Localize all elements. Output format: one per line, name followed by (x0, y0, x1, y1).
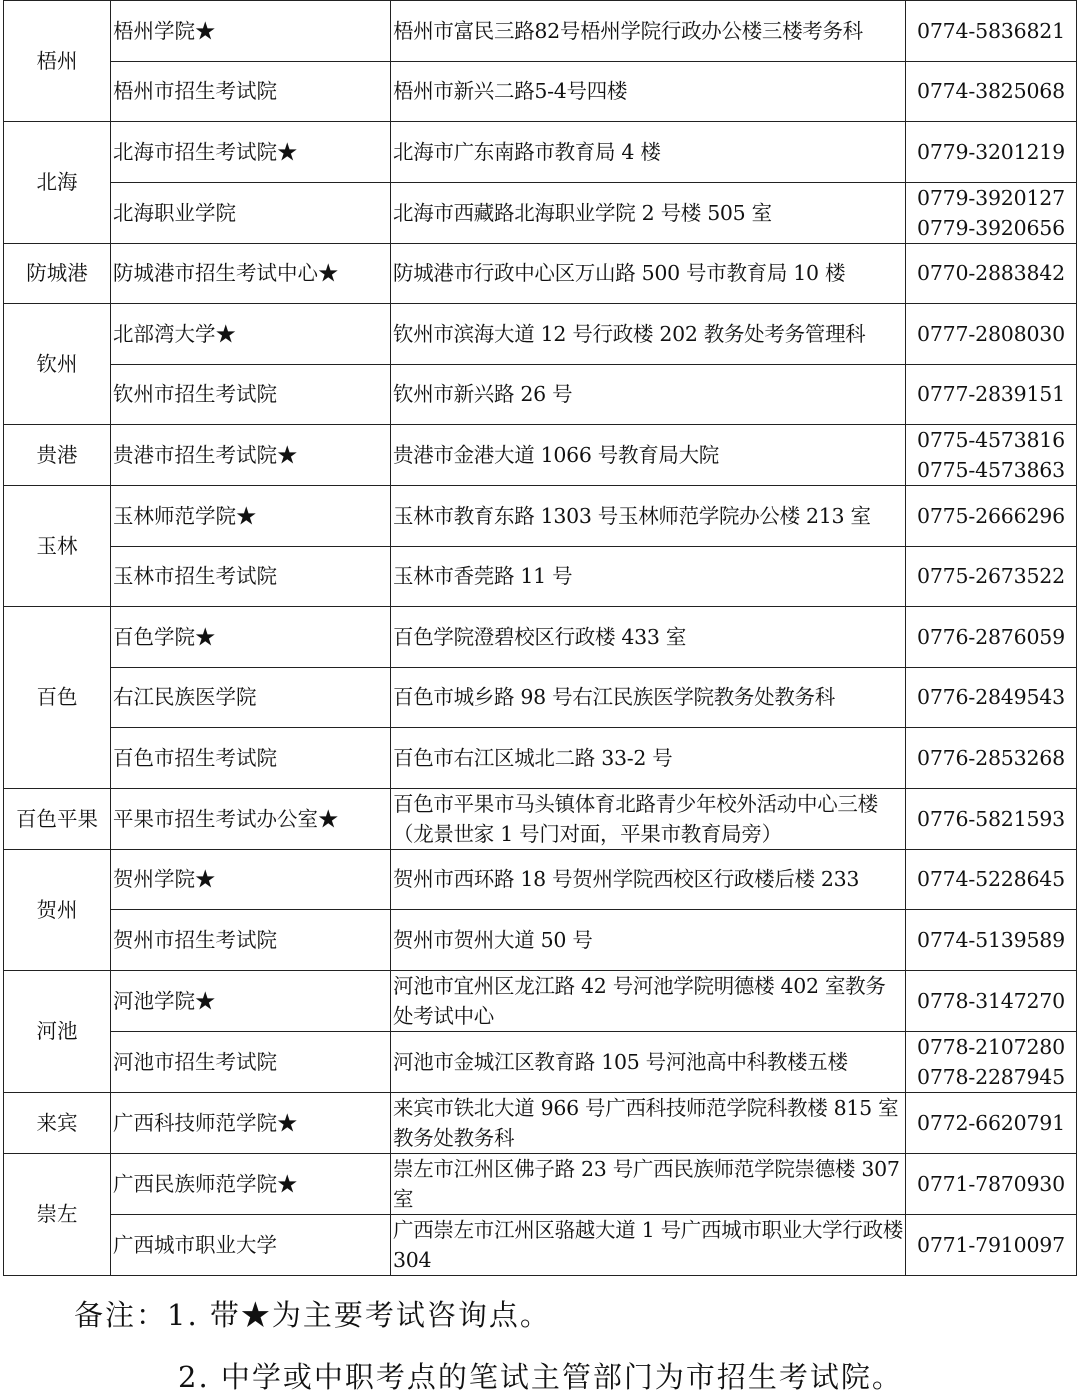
organization-cell: 右江民族医学院 (111, 667, 391, 728)
organization-cell: 河池学院★ (111, 970, 391, 1031)
phone-cell (906, 486, 1077, 547)
phone-number: 0777-2808030 (917, 321, 1065, 346)
organization-cell: 玉林市招生考试院 (111, 546, 391, 607)
organization-cell: 钦州市招生考试院 (111, 364, 391, 425)
address-cell: 北海市广东南路市教育局 4 楼 (391, 122, 906, 183)
phone-cell (906, 849, 1077, 910)
organization-cell: 百色学院★ (111, 607, 391, 668)
phone-number: 0775-2673522 (917, 564, 1065, 589)
region-cell: 来宾 (4, 1092, 111, 1153)
address-cell: 百色学院澄碧校区行政楼 433 室 (391, 607, 906, 668)
address-cell: 来宾市铁北大道 966 号广西科技师范学院科教楼 815 室教务处教务科 (391, 1092, 906, 1153)
table-row (4, 1214, 1077, 1275)
phone-number: 0772-6620791 (917, 1110, 1065, 1135)
organization-cell: 梧州市招生考试院 (111, 61, 391, 122)
table-row (4, 425, 1077, 486)
note-written-test-authority: 2. 中学或中职考点的笔试主管部门为市招生考试院。 (178, 1360, 903, 1394)
phone-cell (906, 425, 1077, 486)
phone-cell (906, 1153, 1077, 1214)
table-row (4, 1031, 1077, 1092)
phone-cell (906, 1214, 1077, 1275)
table-row (4, 486, 1077, 547)
phone-cell (906, 1031, 1077, 1092)
region-cell: 贺州 (4, 849, 111, 970)
phone-number: 0774-5228645 (917, 867, 1065, 892)
address-cell: 北海市西藏路北海职业学院 2 号楼 505 室 (391, 182, 906, 243)
phone-number: 0778-3147270 (917, 988, 1065, 1013)
region-cell: 玉林 (4, 486, 111, 607)
phone-number: 0774-5139589 (917, 927, 1065, 952)
organization-cell: 贵港市招生考试院★ (111, 425, 391, 486)
address-cell: 玉林市香莞路 11 号 (391, 546, 906, 607)
address-cell: 梧州市新兴二路5-4号四楼 (391, 61, 906, 122)
phone-cell (906, 728, 1077, 789)
region-cell: 百色 (4, 607, 111, 789)
phone-number: 0779-3201219 (917, 139, 1065, 164)
table-row (4, 667, 1077, 728)
phone-number: 0774-5836821 (917, 18, 1065, 43)
phone-number: 0779-3920656 (917, 215, 1065, 240)
address-cell: 河池市金城江区教育路 105 号河池高中科教楼五楼 (391, 1031, 906, 1092)
organization-cell: 北海职业学院 (111, 182, 391, 243)
organization-cell: 北部湾大学★ (111, 304, 391, 365)
address-cell: 梧州市富民三路82号梧州学院行政办公楼三楼考务科 (391, 1, 906, 62)
table-row (4, 607, 1077, 668)
address-cell: 贺州市西环路 18 号贺州学院西校区行政楼后楼 233 (391, 849, 906, 910)
phone-number: 0777-2839151 (917, 382, 1065, 407)
region-cell: 贵港 (4, 425, 111, 486)
address-cell: 钦州市新兴路 26 号 (391, 364, 906, 425)
organization-cell: 北海市招生考试院★ (111, 122, 391, 183)
organization-cell: 河池市招生考试院 (111, 1031, 391, 1092)
table-row (4, 788, 1077, 849)
phone-number: 0776-5821593 (917, 806, 1065, 831)
phone-number: 0775-2666296 (917, 503, 1065, 528)
address-cell: 贵港市金港大道 1066 号教育局大院 (391, 425, 906, 486)
phone-number: 0771-7870930 (917, 1171, 1065, 1196)
table-row (4, 61, 1077, 122)
organization-cell: 防城港市招生考试中心★ (111, 243, 391, 304)
phone-cell (906, 364, 1077, 425)
phone-cell (906, 1092, 1077, 1153)
phone-number: 0774-3825068 (917, 79, 1065, 104)
phone-number: 0771-7910097 (917, 1232, 1065, 1257)
phone-number: 0776-2876059 (917, 624, 1065, 649)
address-cell: 崇左市江州区佛子路 23 号广西民族师范学院崇德楼 307 室 (391, 1153, 906, 1214)
address-cell: 玉林市教育东路 1303 号玉林师范学院办公楼 213 室 (391, 486, 906, 547)
region-cell: 崇左 (4, 1153, 111, 1275)
table-row (4, 304, 1077, 365)
organization-cell: 贺州市招生考试院 (111, 910, 391, 971)
phone-number: 0770-2883842 (917, 261, 1065, 286)
region-cell: 梧州 (4, 1, 111, 122)
phone-cell (906, 1, 1077, 62)
address-cell: 广西崇左市江州区骆越大道 1 号广西城市职业大学行政楼 304 (391, 1214, 906, 1275)
table-row (4, 1, 1077, 62)
region-cell: 百色平果 (4, 788, 111, 849)
table-row (4, 546, 1077, 607)
organization-cell: 百色市招生考试院 (111, 728, 391, 789)
region-cell: 河池 (4, 970, 111, 1092)
table-row (4, 182, 1077, 243)
table-row (4, 364, 1077, 425)
table-row (4, 728, 1077, 789)
region-cell: 北海 (4, 122, 111, 244)
phone-number: 0775-4573816 (917, 428, 1065, 452)
table-row (4, 849, 1077, 910)
table-body (4, 1, 1077, 1276)
organization-cell: 广西城市职业大学 (111, 1214, 391, 1275)
address-cell: 防城港市行政中心区万山路 500 号市教育局 10 楼 (391, 243, 906, 304)
phone-cell (906, 788, 1077, 849)
address-cell: 百色市平果市马头镇体育北路青少年校外活动中心三楼（龙景世家 1 号门对面，平果市教育局旁） (391, 788, 906, 849)
organization-cell: 平果市招生考试办公室★ (111, 788, 391, 849)
phone-cell (906, 910, 1077, 971)
table-row (4, 1092, 1077, 1153)
phone-cell (906, 243, 1077, 304)
table-row (4, 1153, 1077, 1214)
phone-cell (906, 546, 1077, 607)
address-cell: 钦州市滨海大道 12 号行政楼 202 教务处考务管理科 (391, 304, 906, 365)
table-row (4, 243, 1077, 304)
organization-cell: 玉林师范学院★ (111, 486, 391, 547)
region-cell: 防城港 (4, 243, 111, 304)
phone-number: 0778-2287945 (917, 1064, 1065, 1089)
organization-cell: 梧州学院★ (111, 1, 391, 62)
organization-cell: 贺州学院★ (111, 849, 391, 910)
organization-cell: 广西民族师范学院★ (111, 1153, 391, 1214)
address-cell: 河池市宜州区龙江路 42 号河池学院明德楼 402 室教务处考试中心 (391, 970, 906, 1031)
phone-cell (906, 182, 1077, 243)
address-cell: 百色市城乡路 98 号右江民族医学院教务处教务科 (391, 667, 906, 728)
phone-number: 0776-2849543 (917, 685, 1065, 710)
table-row (4, 910, 1077, 971)
note-primary-consult-points: 备注：1. 带★为主要考试咨询点。 (74, 1298, 551, 1332)
region-cell: 钦州 (4, 304, 111, 425)
phone-cell (906, 122, 1077, 183)
phone-number: 0778-2107280 (917, 1034, 1065, 1059)
phone-cell (906, 304, 1077, 365)
organization-cell: 广西科技师范学院★ (111, 1092, 391, 1153)
address-cell: 贺州市贺州大道 50 号 (391, 910, 906, 971)
phone-cell (906, 607, 1077, 668)
phone-cell (906, 667, 1077, 728)
phone-cell (906, 61, 1077, 122)
exam-contact-table (3, 0, 1077, 1276)
phone-number: 0776-2853268 (917, 745, 1065, 770)
phone-number: 0775-4573863 (917, 458, 1065, 482)
table-row (4, 122, 1077, 183)
address-cell: 百色市右江区城北二路 33-2 号 (391, 728, 906, 789)
phone-cell (906, 970, 1077, 1031)
phone-number: 0779-3920127 (917, 185, 1065, 210)
table-row (4, 970, 1077, 1031)
